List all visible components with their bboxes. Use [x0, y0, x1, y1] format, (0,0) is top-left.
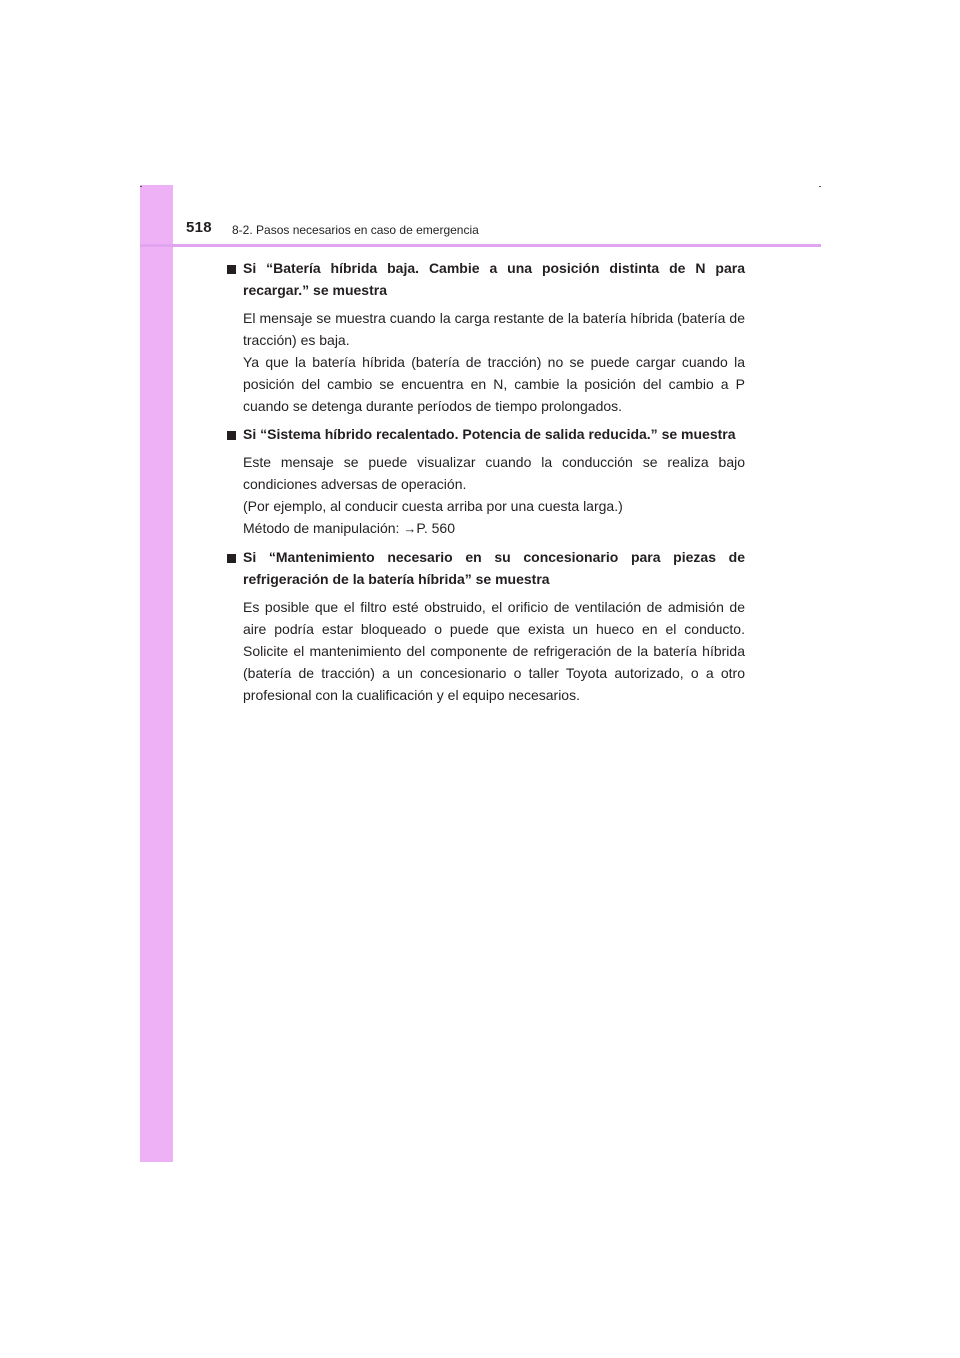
side-color-band [140, 185, 173, 1162]
section-title: 8-2. Pasos necesarios en caso de emergencia [232, 223, 479, 237]
crop-mark-right [819, 186, 821, 187]
item-heading: Si “Sistema híbrido recalentado. Potencia de salida reducida.” se muestra [243, 426, 736, 442]
reference-label: Método de manipulación: [243, 520, 404, 536]
item-heading: Si “Mantenimiento necesario en su concesionario para piezas de refrigeración de la batería híbrida” se muestra [243, 549, 745, 587]
item-body [243, 307, 745, 417]
list-item [223, 423, 745, 540]
body-line: Ya que la batería híbrida (batería de tracción) no se puede cargar cuando la posición del cambio se encuentra en N, cambie la posición del cambio a P cuando se detenga durante períodos de tiempo prolongados. [243, 354, 745, 414]
header-rule [140, 244, 821, 247]
item-body [243, 451, 745, 540]
square-bullet-icon [227, 431, 236, 440]
body-line: Este mensaje se puede visualizar cuando la conducción se realiza bajo condiciones adversas de operación. [243, 454, 745, 492]
right-arrow-icon: → [403, 521, 417, 536]
body-line: (Por ejemplo, al conducir cuesta arriba por una cuesta larga.) [243, 498, 623, 514]
page-number: 518 [186, 219, 212, 236]
square-bullet-icon [227, 554, 236, 563]
reference-page: P. 560 [416, 520, 455, 536]
body-line: El mensaje se muestra cuando la carga restante de la batería híbrida (batería de tracción) es baja. [243, 310, 745, 348]
crop-mark-left [140, 186, 142, 187]
list-item [223, 257, 745, 417]
square-bullet-icon [227, 265, 236, 274]
item-body [243, 596, 745, 706]
item-heading: Si “Batería híbrida baja. Cambie a una posición distinta de N para recargar.” se muestra [243, 260, 745, 298]
body-line: Es posible que el filtro esté obstruido, el orificio de ventilación de admisión de aire podría estar bloqueado o puede que exista un hueco en el conducto. Solicite el mantenimiento del componente de refrigeración de la batería híbrida (batería de tracción) a un concesionario o taller Toyota autorizado, o a otro profesional con la cualificación y el equipo necesarios. [243, 599, 745, 703]
page-reference[interactable] [243, 517, 745, 540]
list-item [223, 546, 745, 706]
page-content [223, 257, 745, 712]
